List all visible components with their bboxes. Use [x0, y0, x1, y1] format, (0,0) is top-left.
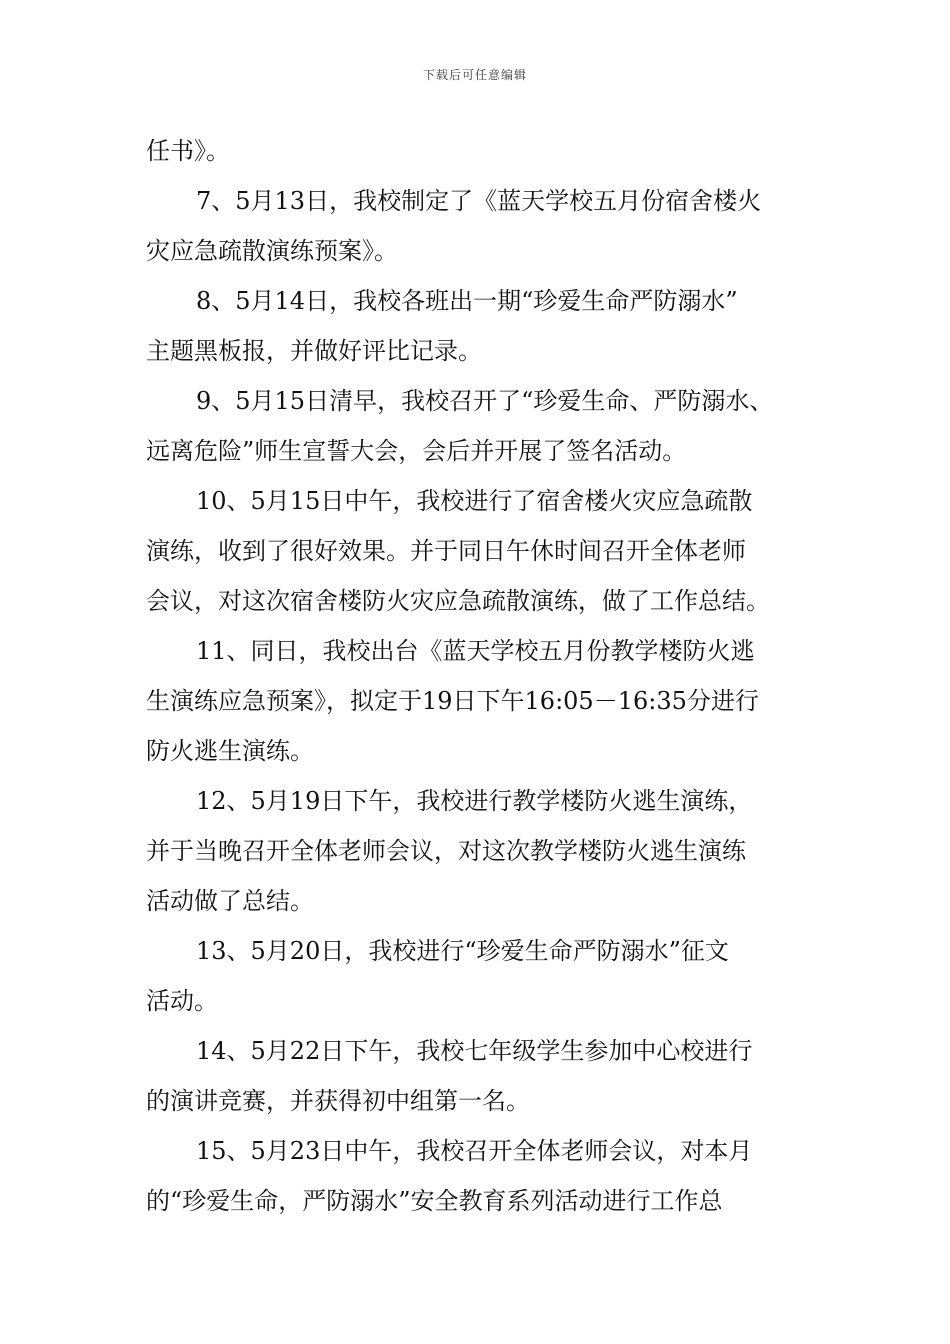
text-line: 8、5月14日，我校各班出一期“珍爱生命严防溺水”: [196, 287, 738, 315]
document-body: [146, 126, 806, 1226]
text-line: 14、5月22日下午，我校七年级学生参加中心校进行: [196, 1037, 753, 1065]
text-line: 9、5月15日清早，我校召开了“珍爱生命、严防溺水、: [196, 387, 774, 415]
page-header: 下载后可任意编辑: [422, 68, 527, 82]
text-line: 并于当晚召开全体老师会议，对这次教学楼防火逃生演练: [146, 837, 746, 865]
text-line: 12、5月19日下午，我校进行教学楼防火逃生演练，: [196, 787, 753, 815]
text-line: 活动做了总结。: [146, 887, 314, 915]
text-line: 的“珍爱生命，严防溺水”安全教育系列活动进行工作总: [146, 1187, 723, 1215]
text-line: 生演练应急预案》，拟定于19日下午16:05－16:35分进行: [146, 687, 759, 715]
text-line: 防火逃生演练。: [146, 737, 314, 765]
text-line: 演练，收到了很好效果。并于同日午休时间召开全体老师: [146, 537, 746, 565]
text-line: 11、同日，我校出台《蓝天学校五月份教学楼防火逃: [196, 637, 755, 665]
text-line: 活动。: [146, 987, 218, 1015]
text-line: 的演讲竞赛，并获得初中组第一名。: [146, 1087, 530, 1115]
text-line: 任书》。: [146, 137, 230, 165]
text-line: 13、5月20日，我校进行“珍爱生命严防溺水”征文: [196, 937, 729, 965]
text-line: 15、5月23日中午，我校召开全体老师会议，对本月: [196, 1137, 753, 1165]
text-line: 灾应急疏散演练预案》。: [146, 237, 398, 265]
text-line: 远离危险”师生宣誓大会，会后并开展了签名活动。: [146, 437, 687, 465]
text-line: 10、5月15日中午，我校进行了宿舍楼火灾应急疏散: [196, 487, 753, 515]
text-line: 主题黑板报，并做好评比记录。: [146, 337, 482, 365]
text-line: 7、5月13日，我校制定了《蓝天学校五月份宿舍楼火: [196, 187, 762, 215]
text-line: 会议，对这次宿舍楼防火灾应急疏散演练，做了工作总结。: [146, 587, 770, 615]
